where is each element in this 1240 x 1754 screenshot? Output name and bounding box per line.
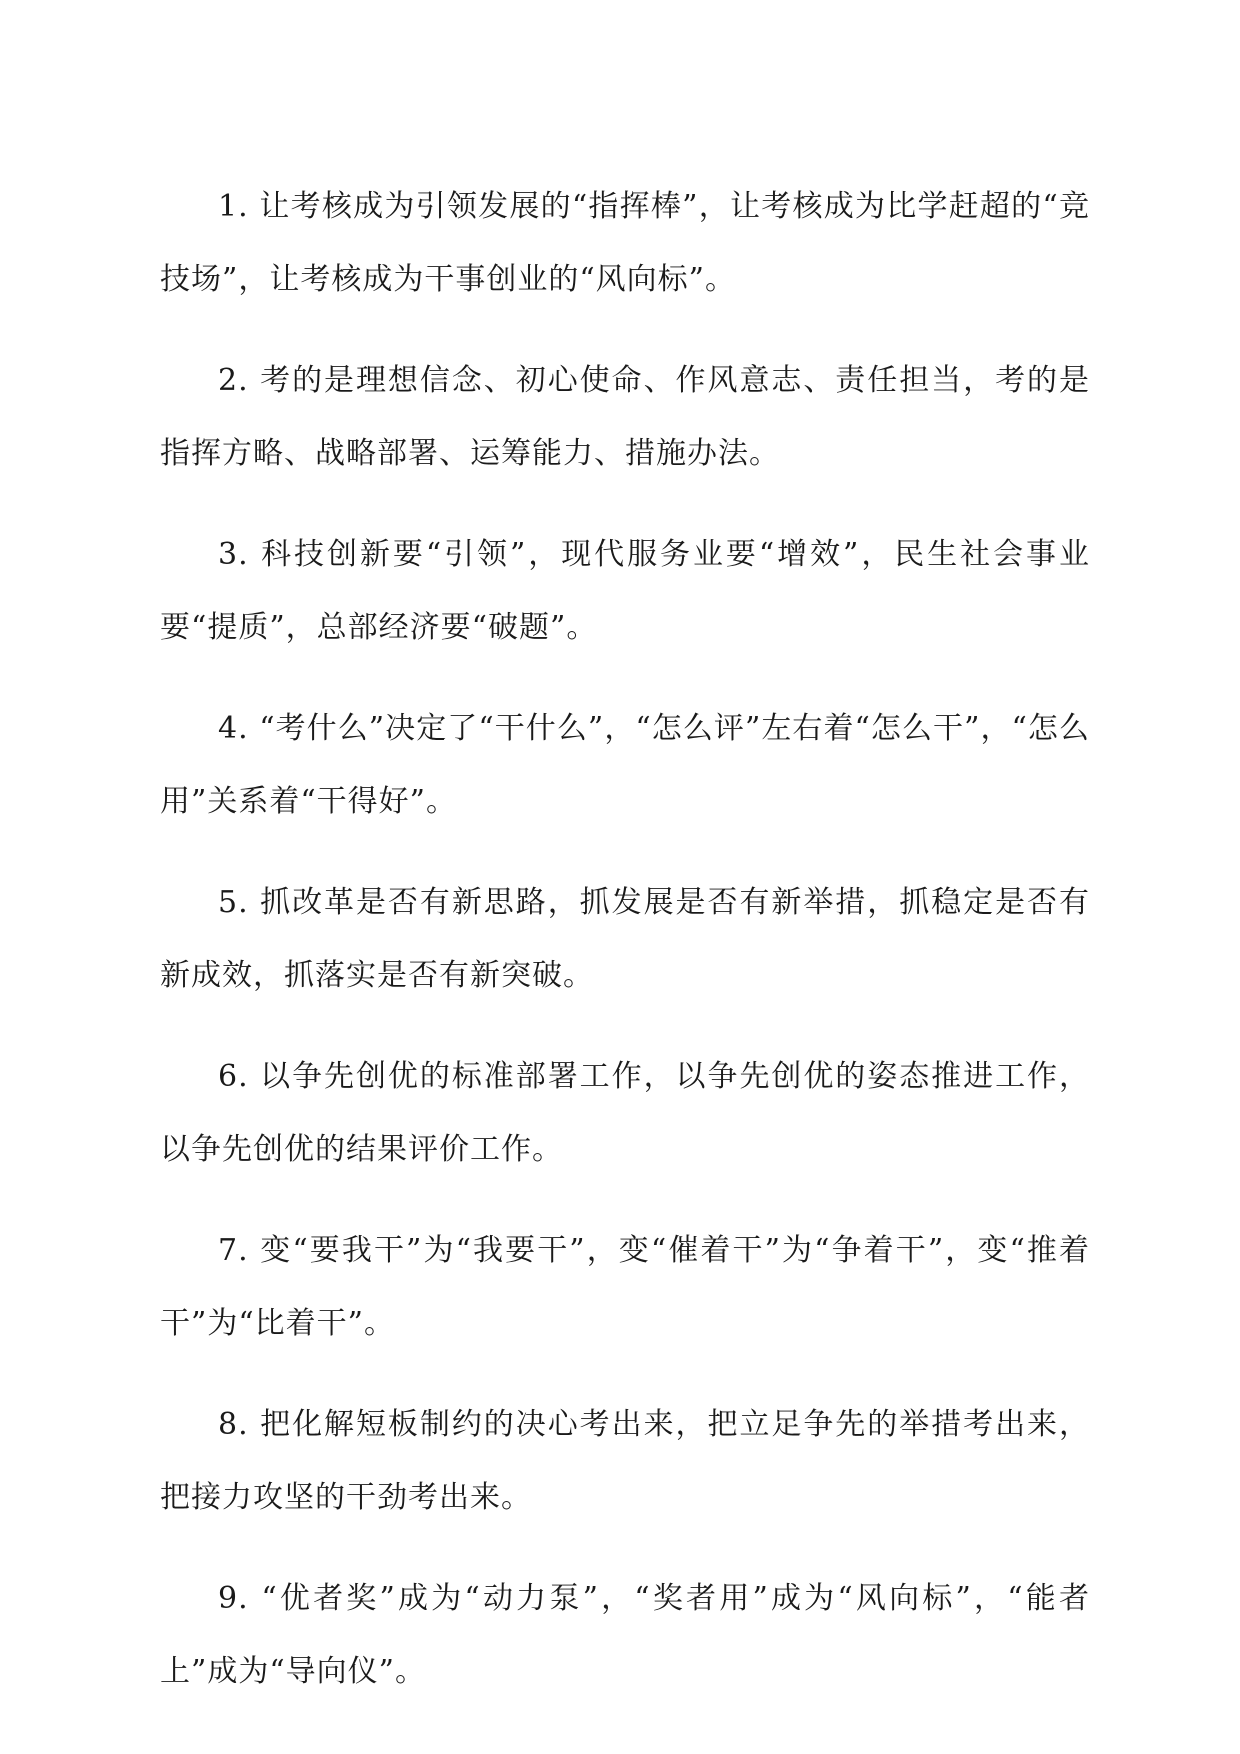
paragraph-4: 4. “考什么”决定了“干什么”，“怎么评”左右着“怎么干”，“怎么用”关系着“干得好”。 <box>160 711 1090 819</box>
paragraph-9: 9. “优者奖”成为“动力泵”，“奖者用”成为“风向标”，“能者上”成为“导向仪”。 <box>160 1581 1090 1689</box>
document-body <box>160 170 1090 1736</box>
paragraph-1: 1. 让考核成为引领发展的“指挥棒”，让考核成为比学赶超的“竞技场”，让考核成为干事创业的“风向标”。 <box>160 189 1090 297</box>
paragraph-8: 8. 把化解短板制约的决心考出来，把立足争先的举措考出来，把接力攻坚的干劲考出来。 <box>160 1407 1090 1515</box>
paragraph-2: 2. 考的是理想信念、初心使命、作风意志、责任担当，考的是指挥方略、战略部署、运筹能力、措施办法。 <box>160 363 1090 471</box>
paragraph-6: 6. 以争先创优的标准部署工作，以争先创优的姿态推进工作，以争先创优的结果评价工作。 <box>160 1059 1090 1167</box>
paragraph-7: 7. 变“要我干”为“我要干”，变“催着干”为“争着干”，变“推着干”为“比着干”。 <box>160 1233 1090 1341</box>
paragraph-3: 3. 科技创新要“引领”，现代服务业要“增效”，民生社会事业要“提质”，总部经济要“破题”。 <box>160 537 1090 645</box>
paragraph-5: 5. 抓改革是否有新思路，抓发展是否有新举措，抓稳定是否有新成效，抓落实是否有新突破。 <box>160 885 1090 993</box>
